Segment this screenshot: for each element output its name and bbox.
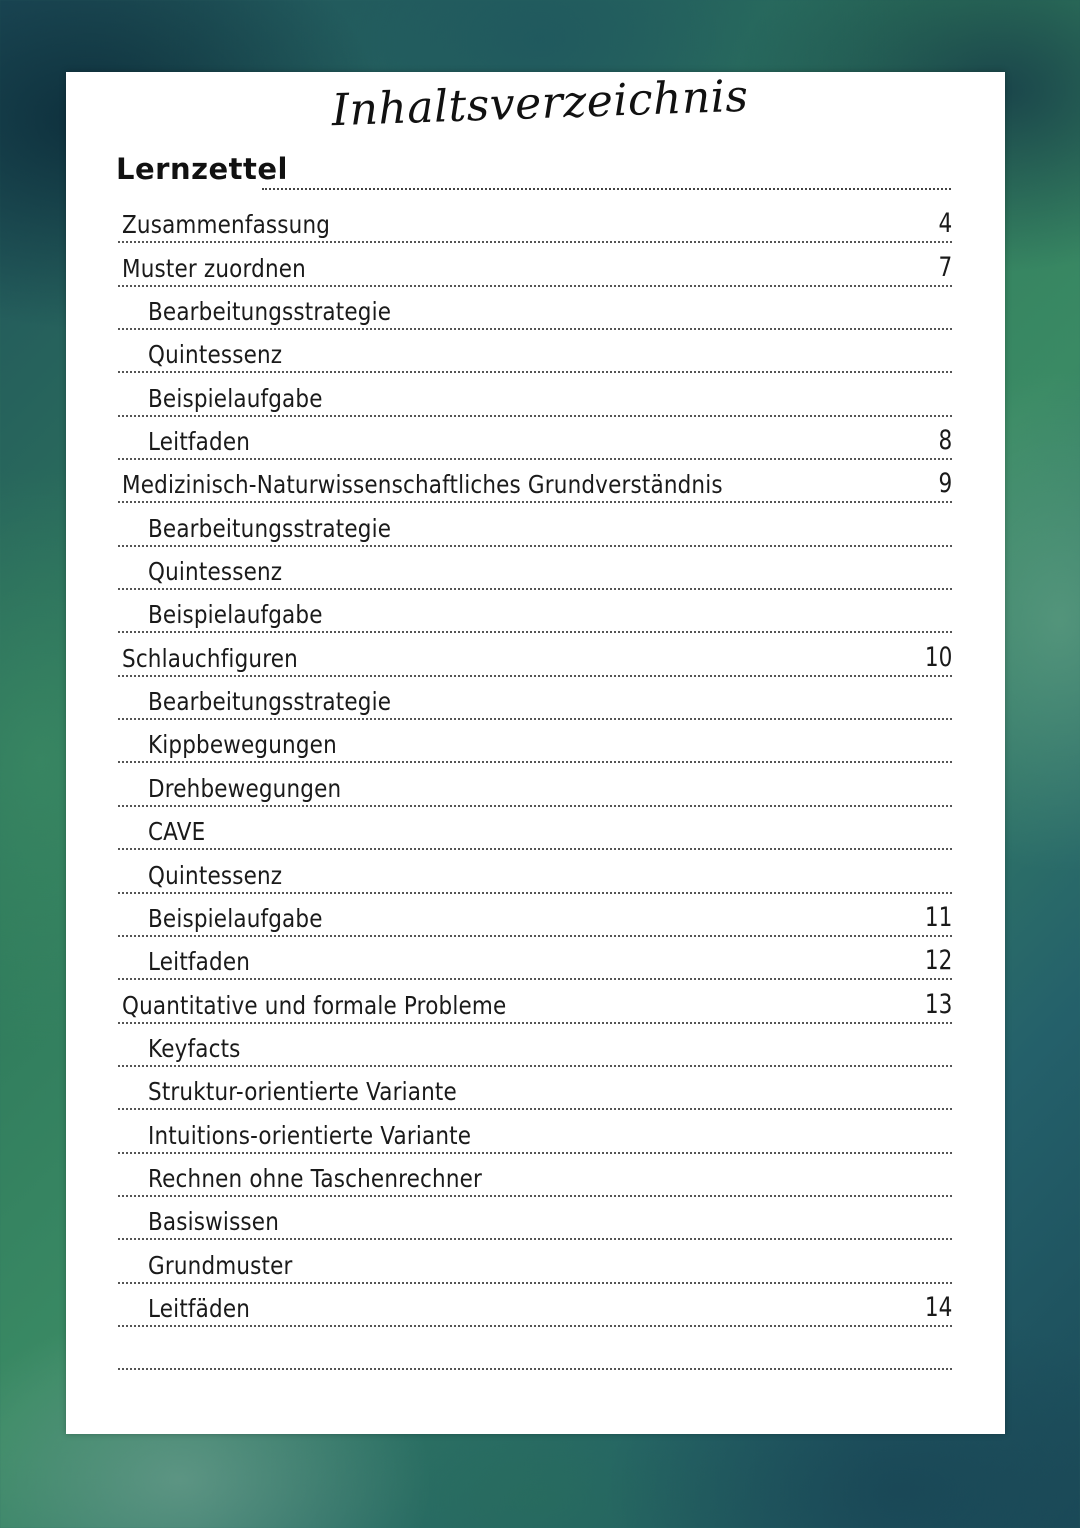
- toc-entry: [118, 330, 952, 373]
- toc-entry-label: Medizinisch-Naturwissenschaftliches Grundverständnis: [122, 470, 723, 500]
- toc-entry-label: Muster zuordnen: [122, 253, 306, 283]
- toc-entry-label: Leitfäden: [148, 1293, 251, 1323]
- toc-entry: [118, 894, 952, 937]
- toc-entry-label: Quantitative und formale Probleme: [122, 990, 507, 1020]
- toc-entry-label: Grundmuster: [148, 1250, 293, 1280]
- toc-entry-label: Intuitions-orientierte Variante: [148, 1120, 472, 1150]
- toc-entry-label: Struktur-orientierte Variante: [148, 1077, 457, 1107]
- toc-entry-label: CAVE: [148, 817, 206, 847]
- toc-entry-page-number: 4: [938, 208, 952, 240]
- toc-entry-label: Quintessenz: [148, 340, 283, 370]
- toc-entry: [118, 460, 952, 503]
- toc-entry: [118, 937, 952, 980]
- toc-entry-label: Keyfacts: [148, 1033, 241, 1063]
- toc-entry-label: Rechnen ohne Taschenrechner: [148, 1163, 483, 1193]
- toc-entry-label: Basiswissen: [148, 1207, 280, 1237]
- toc-entry: [118, 807, 952, 850]
- page-title: Inhaltsverzeichnis: [330, 70, 750, 137]
- toc-entry-page-number: 8: [938, 425, 952, 457]
- toc-entry: [118, 417, 952, 460]
- toc-entry: [118, 243, 952, 286]
- toc-entry-label: Zusammenfassung: [122, 210, 331, 240]
- toc-entry: [118, 1327, 952, 1370]
- toc-entry-label: Beispielaufgabe: [148, 600, 323, 630]
- toc-entry-page-number: 7: [938, 251, 952, 283]
- toc-entry: [118, 373, 952, 416]
- toc-entry: [118, 1154, 952, 1197]
- section-heading: Lernzettel: [116, 152, 288, 186]
- toc-entry-page-number: 14: [924, 1291, 952, 1323]
- toc-entry-label: Beispielaufgabe: [148, 383, 323, 413]
- toc-entry: [118, 763, 952, 806]
- toc-entry-label: Drehbewegungen: [148, 773, 342, 803]
- toc-entry-page-number: 13: [924, 988, 952, 1020]
- toc-entry: [118, 547, 952, 590]
- toc-entry: [118, 1240, 952, 1283]
- toc-entry: [118, 1067, 952, 1110]
- toc-entry: [118, 200, 952, 243]
- toc-entry: [118, 1024, 952, 1067]
- toc-entry-label: Bearbeitungsstrategie: [148, 513, 392, 543]
- toc-entry: [118, 633, 952, 676]
- toc-entry: [118, 590, 952, 633]
- toc-entry-label: Schlauchfiguren: [122, 643, 298, 673]
- toc-entry: [118, 677, 952, 720]
- toc-entry-label: Bearbeitungsstrategie: [148, 687, 392, 717]
- toc-entry-label: Leitfaden: [148, 427, 251, 457]
- toc-entry: [118, 1197, 952, 1240]
- toc-entry-label: Bearbeitungsstrategie: [148, 297, 392, 327]
- toc-entry: [118, 1284, 952, 1327]
- toc-entry: [118, 980, 952, 1023]
- toc-entry: [118, 1110, 952, 1153]
- toc-entry-label: Kippbewegungen: [148, 730, 337, 760]
- toc-entry-page-number: 11: [924, 901, 952, 933]
- toc-entry: [118, 720, 952, 763]
- table-of-contents: [118, 200, 952, 1370]
- toc-entry-page-number: 10: [924, 641, 952, 673]
- toc-entry-label: Quintessenz: [148, 557, 283, 587]
- toc-entry-label: Beispielaufgabe: [148, 903, 323, 933]
- toc-entry: [118, 503, 952, 546]
- toc-entry-label: Leitfaden: [148, 947, 251, 977]
- toc-entry-page-number: 12: [924, 945, 952, 977]
- toc-entry: [118, 850, 952, 893]
- toc-entry: [118, 287, 952, 330]
- toc-entry-label: Quintessenz: [148, 860, 283, 890]
- section-heading-leader: [262, 188, 951, 190]
- toc-entry-page-number: 9: [938, 468, 952, 500]
